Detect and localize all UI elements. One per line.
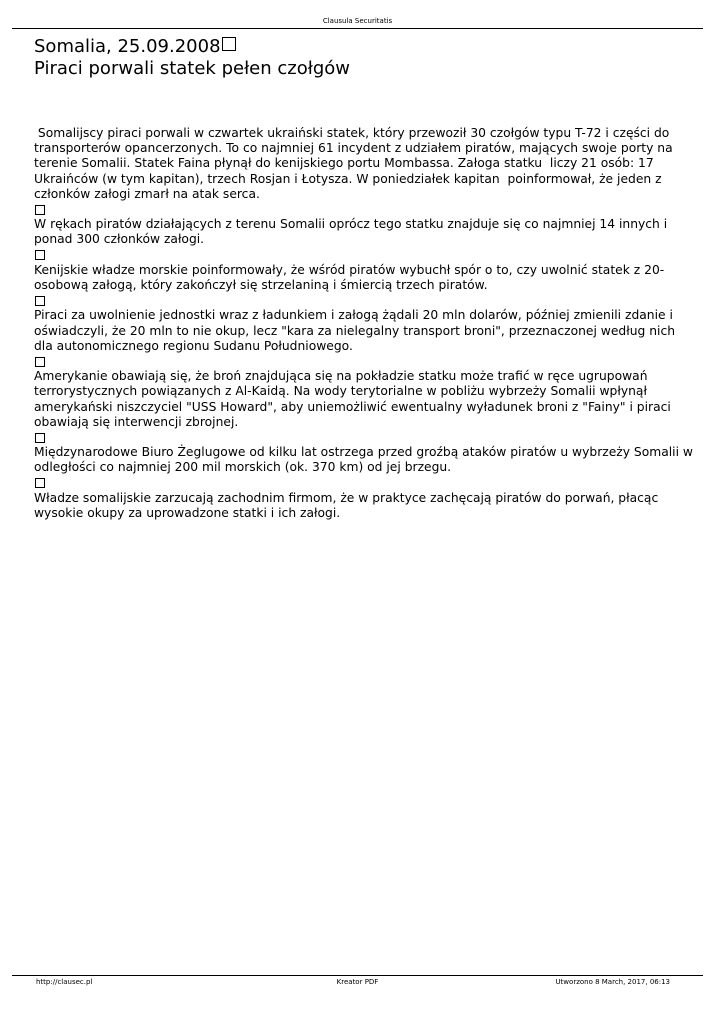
missing-glyph-box-icon bbox=[222, 37, 236, 51]
missing-glyph-box-icon bbox=[35, 478, 45, 488]
site-title: Clausula Securitatis bbox=[322, 17, 393, 25]
paragraph-separator bbox=[34, 476, 694, 491]
paragraph-separator bbox=[34, 293, 694, 308]
article-paragraph: Władze somalijskie zarzucają zachodnim firmom, że w praktyce zachęcają piratów do porwań, płacąc wysokie okupy za uprowadzone statki i ich załogi. bbox=[34, 490, 659, 520]
article-paragraph: Somalijscy piraci porwali w czwartek ukraiński statek, który przewoził 30 czołgów typu T-72 i części do transporterów opancerzonych. To co najmniej 61 incydent z udziałem piratów, mających swoje porty na terenie Somalii. Statek Faina płynął do kenijskiego portu Mombassa. Załoga statku liczy 21 osób: 17 Ukraińców (w tym kapitan), trzech Rosjan i Łotysza. W poniedziałek kapitan poinformował, że jeden z członków załogi zmarł na atak serca. bbox=[34, 126, 677, 201]
article-title-line-2: Piraci porwali statek pełen czołgów bbox=[34, 58, 351, 79]
page-footer bbox=[12, 975, 703, 990]
footer-url-link[interactable]: http://clausec.pl bbox=[36, 978, 93, 986]
missing-glyph-box-icon bbox=[35, 433, 45, 443]
paragraph-separator bbox=[34, 202, 694, 217]
article-paragraph: W rękach piratów działających z terenu Somalii oprócz tego statku znajduje się co najmniej 14 innych i ponad 300 członków załogi. bbox=[34, 217, 668, 247]
article-paragraph: Kenijskie władze morskie poinformowały, że wśród piratów wybuchł spór o to, czy uwolnić statek z 20-osobową załogą, który zakończył się strzelaniną i śmiercią trzech piratów. bbox=[34, 262, 665, 292]
article-body bbox=[34, 126, 694, 521]
article-date-title: Somalia, 25.09.2008 bbox=[34, 36, 221, 57]
footer-created-date: Utworzono 8 March, 2017, 06:13 bbox=[555, 978, 670, 986]
page-header bbox=[12, 14, 703, 29]
paragraph-separator bbox=[34, 354, 694, 369]
missing-glyph-box-icon bbox=[35, 250, 45, 260]
footer-generator: Kreator PDF bbox=[336, 978, 379, 986]
article-title-block bbox=[34, 36, 694, 80]
article-paragraph: Piraci za uwolnienie jednostki wraz z ładunkiem i załogą żądali 20 mln dolarów, później zmienili zdanie i oświadczyli, że 20 mln to nie okup, lecz "kara za nielegalny transport broni", przeznaczonej według nich dla autonomicznego regionu Sudanu Południowego. bbox=[34, 308, 675, 353]
article-paragraph: Amerykanie obawiają się, że broń znajdująca się na pokładzie statku może trafić w ręce ugrupowań terrorystycznych powiązanych z Al-Kaidą. Na wody terytorialne w pobliżu wybrzeży Somalii wpłynął amerykański niszczyciel "USS Howard", aby uniemożliwić ewentualny wyładunek broni z "Fainy" i piraci obawiają się interwencji zbrojnej. bbox=[34, 369, 671, 429]
missing-glyph-box-icon bbox=[35, 205, 45, 215]
missing-glyph-box-icon bbox=[35, 357, 45, 367]
paragraph-separator bbox=[34, 430, 694, 445]
paragraph-separator bbox=[34, 248, 694, 263]
missing-glyph-box-icon bbox=[35, 296, 45, 306]
article-paragraph: Międzynarodowe Biuro Żeglugowe od kilku lat ostrzega przed groźbą ataków piratów u wybrzeży Somalii w odległości co najmniej 200 mil morskich (ok. 370 km) od jej brzegu. bbox=[34, 445, 693, 475]
article-title-line-1 bbox=[34, 36, 694, 58]
